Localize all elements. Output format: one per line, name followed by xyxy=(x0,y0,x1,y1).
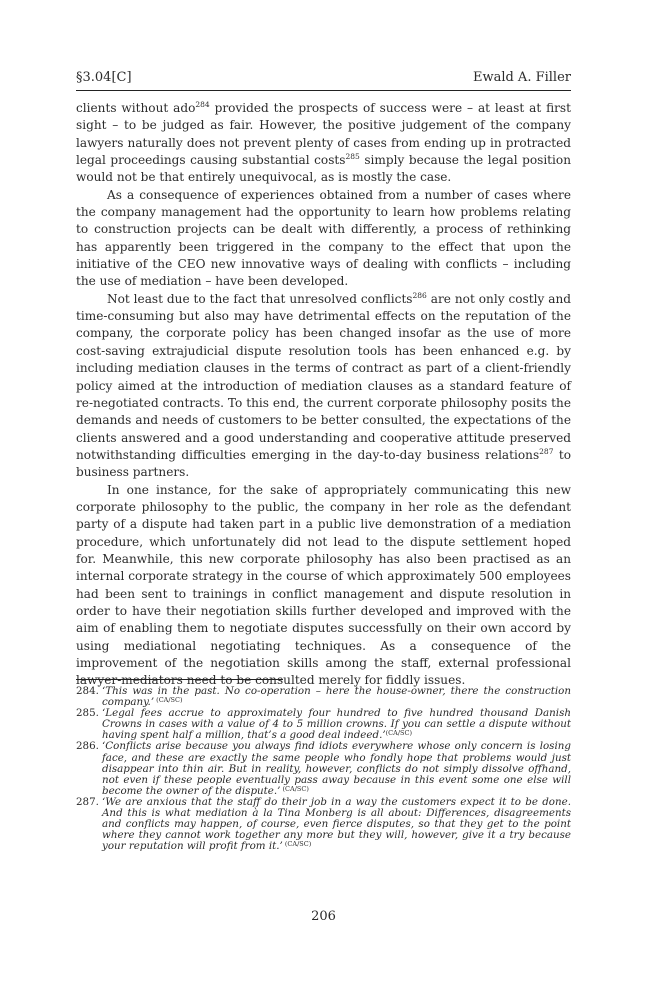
footnote-285 xyxy=(76,708,571,741)
footnote-text: ‘We are anxious that the staff do their job in a way the customers expect it to be done. And this is what mediation à la Tina Monberg is all about: Differences, disagreements and conflicts may happen, of course, even fierce disputes, so that they get to the point where they cannot work together any more but they will, however, give it a try because your reputation will profit from it.’ xyxy=(102,795,571,853)
paragraph-text: are not only costly and time-consuming but also may have detrimental effects on the reputation of the company, the corporate policy has been changed insofar as the use of more cost-saving extrajudicial dispute resolution tools has been enhanced e.g. by including mediation clauses in the terms of contract as part of a client-friendly policy aimed at the introduction of mediation clauses as a standard feature of re-negotiated contracts. To this end, the current corporate philosophy posits the demands and needs of customers to be better consulted, the expectations of the clients answered and a good understanding and cooperative attitude preserved notwithstanding difficulties emerging in the day-to-day business relations xyxy=(76,291,571,462)
body-text xyxy=(76,100,571,690)
paragraph-1 xyxy=(76,100,571,187)
footnote-separator xyxy=(76,679,283,680)
paragraph-2: As a consequence of experiences obtained from a number of cases where the company management had the opportunity to learn how problems relating to construction projects can be dealt with differently, a process of rethinking has apparently been triggered in the company to the effect that upon the initiative of the CEO new innovative ways of dealing with conflicts – including the use of mediation – have been developed. xyxy=(76,187,571,289)
footnote-source: (CA/SC) xyxy=(282,840,312,849)
paragraph-text: provided the prospects of success were – at least at first sight – to be judged as fair. However, the positive judgement of the company lawyers naturally does not prevent plenty of cases from ending up in protracted legal proceedings causing substantial costs xyxy=(76,101,571,168)
footnote-source: (CA/SC) xyxy=(385,729,412,738)
footnote-ref-287[interactable]: 287 xyxy=(539,446,554,456)
footnote-287 xyxy=(76,797,571,852)
footnote-text: ‘Conflicts arise because you always find idiots everywhere whose only concern is losing face, and these are exactly the same people who fondly hope that problems would just disappear into thin air. But in reality, however, conflicts do not simply dissolve offhand, not even if these people eventually pass away because in this event some one else will become the owner of the dispute.’ xyxy=(102,740,571,797)
footnote-source: (CA/SC) xyxy=(154,696,183,705)
footnote-ref-284[interactable]: 284 xyxy=(195,100,210,109)
footnote-286 xyxy=(76,741,571,796)
footnote-ref-286[interactable]: 286 xyxy=(412,290,427,300)
footnote-source: (CA/SC) xyxy=(280,784,309,793)
footnote-ref-285[interactable]: 285 xyxy=(345,152,360,162)
section-reference: §3.04[C] xyxy=(76,70,132,85)
footnote-number: 287. xyxy=(76,795,99,808)
paragraph-text: simply because the legal position would not be that entirely unequivocal, as is mostly the case. xyxy=(76,153,571,185)
footnote-text: ‘Legal fees accrue to approximately four hundred to five hundred thousand Danish Crowns in cases with a value of 4 to 5 million crowns. If you can settle a dispute without having spent half a million, that’s a good deal indeed.’ xyxy=(102,707,571,742)
paragraph-text: Not least due to the fact that unresolved conflicts xyxy=(107,291,413,306)
paragraph-text: to business partners. xyxy=(76,447,571,480)
page-number: 206 xyxy=(311,909,336,924)
footnote-284 xyxy=(76,686,571,708)
paragraph-3 xyxy=(76,291,571,482)
footnote-number: 284. xyxy=(76,685,99,697)
footnote-number: 285. xyxy=(76,707,99,720)
running-header xyxy=(76,70,571,91)
footnote-text: ‘This was in the past. No co-operation – here the house-owner, there the construction company.’ xyxy=(102,685,571,709)
footnote-number: 286. xyxy=(76,740,99,753)
paragraph-4: In one instance, for the sake of appropriately communicating this new corporate philosophy to the public, the company in her role as the defendant party of a dispute had taken part in a public live demonstration of a mediation procedure, which unfortunately did not lead to the dispute settlement hoped for. Meanwhile, this new corporate philosophy has also been practised as an internal corporate strategy in the course of which approximately 500 employees had been sent to trainings in conflict management and dispute resolution in order to have their negotiation skills further developed and improved with the aim of enabling them to negotiate disputes successfully on their own accord by using mediational negotiating techniques. As a consequence of the improvement of the negotiation skills among the staff, external professional lawyer-mediators need to be consulted merely for fiddly issues. xyxy=(76,482,571,688)
footnotes xyxy=(76,686,571,852)
paragraph-text: clients without ado xyxy=(76,101,196,115)
author-name: Ewald A. Filler xyxy=(472,70,571,85)
